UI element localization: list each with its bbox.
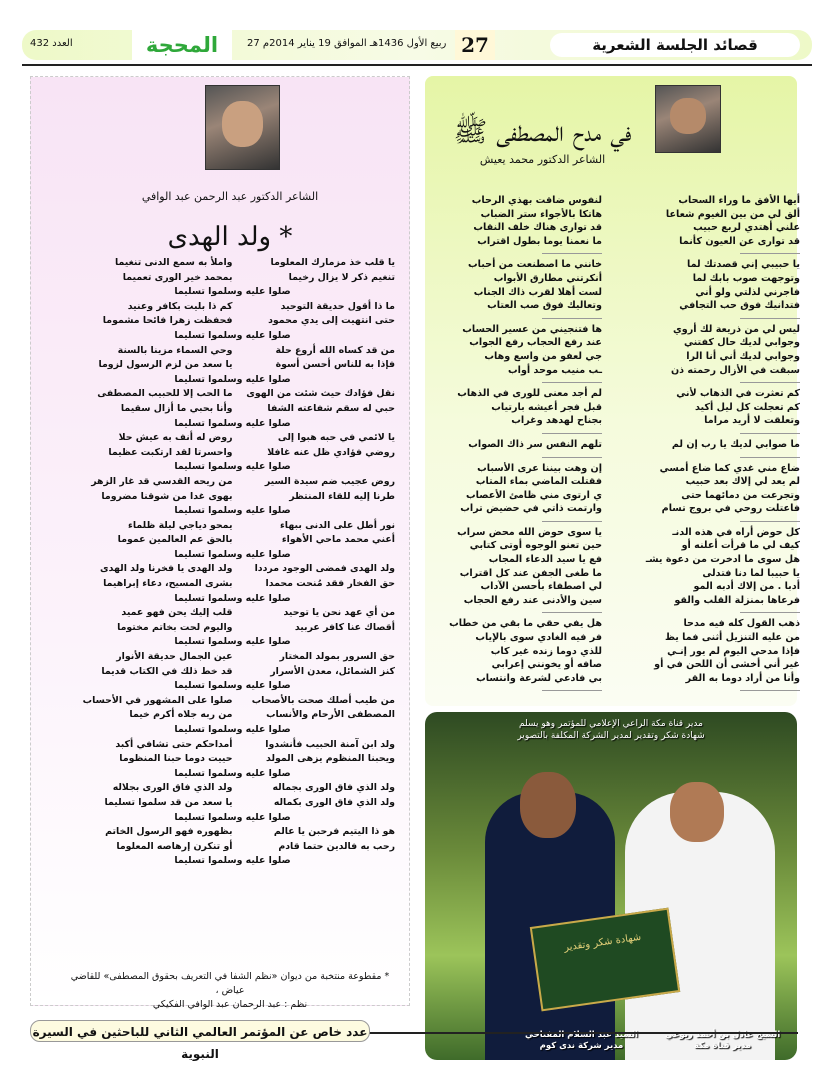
verse-row bbox=[70, 344, 395, 359]
verse-line: ألق لي من بين الغيوم شعاعا bbox=[665, 208, 800, 220]
hemistich-first: ويحبنا المنظوم يزهى المولد bbox=[266, 753, 395, 765]
refrain: صلوا عليه وسلموا تسليما bbox=[174, 767, 291, 779]
hemistich-second: بهوى غدا من شوقنا مضروما bbox=[101, 490, 233, 502]
refrain: صلوا عليه وسلموا تسليما bbox=[174, 461, 291, 473]
hemistich-second: روض له أنف به عيش حلا bbox=[118, 432, 233, 444]
verse-line: وأنا من أراد دوما به القر bbox=[685, 672, 800, 684]
verse-line: حين تعنو الوجوه أوتى كتابي bbox=[469, 540, 602, 552]
hemistich-second: قلب إليك يحن فهو عميد bbox=[121, 607, 233, 619]
hemistich-second: واملأ به سمع الدنى تنغيما bbox=[114, 257, 233, 268]
footnote bbox=[60, 970, 400, 1012]
footnote-line: * مقطوعة منتخبة من ديوان «نظم الشفا في التعريف بحقوق المصطفى» للقاضي عياض ، bbox=[70, 971, 390, 996]
verse-row bbox=[70, 665, 395, 680]
stanza bbox=[620, 438, 800, 452]
hemistich-first: رحب به فالدين حتما قادم bbox=[278, 840, 395, 852]
hemistich-second: يمحو دياجي ليلة ظلماء bbox=[128, 519, 233, 531]
hemistich-first: كنز الشمائل، معدن الأسرار bbox=[270, 665, 395, 677]
hemistich-second: عين الجمال حديقة الأنوار bbox=[116, 651, 233, 663]
refrain: صلوا عليه وسلموا تسليما bbox=[174, 855, 291, 867]
hemistich-first: ما ذا أقول حديقة التوحيد bbox=[280, 300, 395, 312]
stanza bbox=[620, 194, 800, 248]
hemistich-second: بشرى المسيح، دعاء إبراهيما bbox=[103, 578, 233, 590]
hemistich-second: أو تنكرن إرهاصه المعلوما bbox=[116, 840, 233, 852]
footer-divider bbox=[368, 1032, 798, 1034]
hemistich-first: طرنا إليه للقاء المنتظر bbox=[289, 490, 395, 502]
hemistich-first: ولد الهدى فمضى الوجود مرددا bbox=[254, 563, 395, 575]
hemistich-second: فحفظت زهرا فائحا مشموما bbox=[102, 315, 233, 327]
verse-row bbox=[70, 650, 395, 665]
hemistich-second: يا سعد من لزم الرسول لزوما bbox=[98, 359, 233, 371]
hemistich-first: حتى انتهيت إلى يدي محمود bbox=[268, 315, 395, 327]
hemistich-first: أعني محمد ماحي الأهواء bbox=[281, 534, 395, 546]
verse-line: قد توارى هناك خلف النقاب bbox=[473, 222, 602, 234]
verse-line: ليس لي من ذريعة لك أروي bbox=[672, 323, 800, 335]
refrain: صلوا عليه وسلموا تسليما bbox=[174, 724, 291, 735]
verse-line: أيها الأفق ما وراء السحاب bbox=[678, 195, 800, 206]
verse-line: وتعلقت لا أريد مراما bbox=[704, 415, 800, 427]
verse-line: أدبا . من إلاك أدبه المو bbox=[693, 581, 800, 593]
verse-line: لنفوس ضاقت بهذي الرحاب bbox=[471, 195, 602, 206]
verse-line: وتوجهت صوب بابك لما bbox=[692, 272, 800, 284]
hemistich-second: بمحمد خير الورى تعميما bbox=[122, 271, 233, 283]
verse-line: فقتلت الماضي بماء المتاب bbox=[475, 476, 602, 488]
right-poem-title: في مدح المصطفى ﷺ bbox=[453, 115, 632, 148]
verse-line: وارتمت ذاتي في حضيض تراب bbox=[460, 503, 602, 515]
left-poem-title: ولد الهدى * bbox=[167, 222, 293, 252]
hemistich-first: تنغيم ذكر لا يزال رخيما bbox=[288, 271, 395, 283]
stanza bbox=[437, 387, 602, 428]
right-poet-name: الشاعر الدكتور محمد يعيش bbox=[479, 153, 606, 166]
issue-number: العدد 432 bbox=[30, 38, 73, 49]
verse-row bbox=[70, 577, 395, 592]
verse-row bbox=[70, 562, 395, 577]
right-poem-column-2 bbox=[437, 194, 602, 695]
verse-row bbox=[70, 271, 395, 286]
verse-row bbox=[70, 752, 395, 767]
verse-line: للذي دوما زنده غير كاب bbox=[490, 645, 602, 657]
left-poem bbox=[70, 256, 395, 869]
hemistich-first: ولد الذي فاق الورى بكماله bbox=[273, 796, 395, 808]
verse-row bbox=[70, 256, 395, 271]
verse-line: فإذا مدحي اليوم لم يور إنـي bbox=[667, 645, 800, 657]
verse-line: ما نعمنا يوما بطول اقتراب bbox=[477, 235, 602, 247]
verse-line: ي ارتوى مني ظامئ الأعصاب bbox=[466, 489, 602, 501]
verse-line: وتجرعت من دمائهما حتى bbox=[681, 489, 800, 501]
verse-row bbox=[70, 519, 395, 534]
caption-line: السيد عبد السلام المفتاحي bbox=[525, 1030, 638, 1040]
caption-line: شهادة شكر وتقدير لمدير الشركة المكلفة بالتصوير bbox=[517, 731, 705, 741]
hemistich-first: ولد الذي فاق الورى بجماله bbox=[272, 782, 395, 794]
verse-line: يا حبيبي إني قصدتك لما bbox=[687, 259, 800, 271]
hemistich-first: نقل فؤادك حيث شئت من الهوى bbox=[246, 388, 395, 400]
footnote-line: نظم : عبد الرحمان عبد الوافي الفكيكي bbox=[152, 999, 308, 1010]
hemistich-first: يا لائمي في حبه هبوا إلى bbox=[277, 432, 395, 444]
verse-row bbox=[70, 490, 395, 505]
refrain: صلوا عليه وسلموا تسليما bbox=[174, 811, 291, 823]
verse-line: ما طغى الجفن عند كل اقتراب bbox=[459, 567, 602, 579]
verse-line: ذهب القول كله فيه مدحا bbox=[683, 618, 800, 630]
verse-row bbox=[70, 796, 395, 811]
refrain: صلوا عليه وسلموا تسليما bbox=[174, 417, 291, 429]
stanza bbox=[620, 617, 800, 685]
verse-line: من عليه التنزيل أثنى فما يظ bbox=[664, 632, 800, 644]
left-poet-name: الشاعر الدكتور عبد الرحمن عبد الوافي bbox=[141, 190, 319, 203]
ceremony-photo bbox=[425, 712, 797, 1060]
verse-line: كم تعثرت في الذهاب لأني bbox=[676, 388, 800, 400]
verse-line: فاعتلت روحي في بروج تسام bbox=[661, 503, 800, 515]
verse-line: وتعاليك فوق صب العتاب bbox=[487, 300, 602, 312]
certificate-book: شهادة شكر وتقدير bbox=[530, 908, 680, 1012]
hemistich-first: هو ذا اليتيم فرحبن يا عالم bbox=[273, 826, 395, 838]
verse-row bbox=[70, 358, 395, 373]
hemistich-second: قد خط ذلك في الكتاب قديما bbox=[101, 665, 233, 677]
verse-line: لم أجد معنى للورى في الذهاب bbox=[457, 388, 602, 400]
stanza bbox=[620, 387, 800, 428]
page-header bbox=[22, 30, 812, 60]
verse-line: تلهم النفس سر ذاك الصواب bbox=[468, 438, 602, 450]
verse-row bbox=[70, 738, 395, 753]
verse-row bbox=[70, 446, 395, 461]
stanza bbox=[437, 194, 602, 248]
verse-line: ما صوابي لديك يا رب إن لم bbox=[671, 438, 800, 450]
caption-line: مدير شركة ندى كوم bbox=[539, 1041, 624, 1051]
verse-line: كيف لي ما قرأت أعلنه أو bbox=[681, 540, 800, 552]
verse-line: فع يا سيد الدعاء المجاب bbox=[488, 554, 602, 566]
verse-line: قبل فجر أعيشه بارتياب bbox=[491, 401, 602, 413]
hemistich-first: روضي فؤادي ظل عنه غافلا bbox=[267, 446, 395, 458]
verse-row bbox=[70, 825, 395, 840]
refrain: صلوا عليه وسلموا تسليما bbox=[174, 329, 291, 341]
refrain: صلوا عليه وسلموا تسليما bbox=[174, 548, 291, 560]
verse-line: صافه أو يخونني إعرابي bbox=[491, 659, 602, 671]
hemistich-first: نور أطل على الدنى ببهاء bbox=[280, 519, 395, 531]
hemistich-first: حق الفخار فقد مُنحت محمدا bbox=[265, 578, 395, 590]
hemistich-second: واحسرتا لقد ارتكبت عظيما bbox=[108, 446, 233, 458]
issue-date: 27 ربيع الأول 1436هـ الموافق 19 يناير 2014م bbox=[247, 38, 447, 49]
refrain: صلوا عليه وسلموا تسليما bbox=[174, 592, 291, 604]
stanza bbox=[437, 258, 602, 312]
verse-line: ها فتنجيني من عسير الحساب bbox=[462, 323, 602, 335]
hemistich-first: من قد كساه الله أروع حلة bbox=[275, 344, 395, 356]
hemistich-first: فإذا به للناس أحسن أسوة bbox=[275, 359, 395, 371]
verse-line: فتدانيك فوق حب التجافي bbox=[679, 300, 800, 312]
verse-line: هل سوى ما ادخرت من دعوة يشـ bbox=[645, 554, 800, 566]
hemistich-first: من أي عهد نحن يا توحيد bbox=[283, 607, 395, 619]
hemistich-second: يا سعد من قد سلموا تسليما bbox=[104, 796, 233, 808]
hemistich-second: صلوا على المشهور في الأحساب bbox=[82, 694, 233, 706]
stanza bbox=[437, 526, 602, 608]
hemistich-first: المصطفى الأرحام والأنساب bbox=[266, 709, 395, 721]
stanza bbox=[437, 617, 602, 685]
verse-line: هاتكا بالأجواء ستر الضباب bbox=[480, 208, 602, 220]
hemistich-second: بالحق عم العالمين عموما bbox=[117, 534, 233, 546]
caption-line: مدير قناة مكة bbox=[694, 1041, 752, 1051]
hemistich-second: ولد الذي فاق الورى بجلاله bbox=[112, 782, 233, 794]
verse-row bbox=[70, 402, 395, 417]
hemistich-first: حبي له سقم شفاعته الشفا bbox=[267, 402, 395, 414]
page-number: 27 bbox=[455, 30, 495, 60]
verse-row bbox=[70, 781, 395, 796]
verse-row bbox=[70, 621, 395, 636]
hemistich-second: ما الحب إلا للحبيب المصطفى bbox=[97, 388, 233, 400]
photo-caption bbox=[425, 718, 797, 742]
hemistich-first: يا قلب خذ مزمارك المعلوما bbox=[270, 257, 395, 268]
verse-line: هل يفي حقي ما بقي من خطاب bbox=[449, 618, 602, 630]
stanza bbox=[437, 462, 602, 516]
verse-line: كم تعجلت كل ليل أكيد bbox=[694, 401, 800, 413]
verse-line: سين والأدنى عند رفع الحجاب bbox=[463, 594, 602, 606]
poet-photo-left bbox=[205, 85, 280, 170]
verse-row bbox=[70, 314, 395, 329]
newspaper-logo: المحجة bbox=[132, 30, 232, 60]
header-divider bbox=[22, 64, 812, 66]
refrain: صلوا عليه وسلموا تسليما bbox=[174, 373, 291, 385]
verse-line: قد توارى عن العيون كأنما bbox=[679, 235, 800, 247]
stanza bbox=[620, 323, 800, 377]
verse-row bbox=[70, 533, 395, 548]
verse-line: بجناح لهدهد وغراب bbox=[511, 415, 602, 427]
refrain: صلوا عليه وسلموا تسليما bbox=[174, 636, 291, 648]
verse-row bbox=[70, 300, 395, 315]
hemistich-second: واليوم لحت بخاتم مختوما bbox=[117, 621, 233, 633]
hemistich-second: وأنا بحبي ما أزال سقيما bbox=[120, 402, 233, 414]
verse-line: جي لعفو من واسع وهاب bbox=[484, 350, 602, 362]
verse-line: إن وهت بيننا عرى الأسباب bbox=[477, 462, 602, 474]
verse-row bbox=[70, 694, 395, 709]
caption-line: مدير قناة مكة الراعي الإعلامي للمؤتمر وهو يسلم bbox=[519, 719, 703, 729]
verse-line: وجوابي لديك أني أنا الرا bbox=[686, 350, 800, 362]
hemistich-second: أمداحكم حتى تشافي أكبد bbox=[115, 738, 233, 750]
hemistich-second: كم ذا بليت بكافر وعنيد bbox=[127, 300, 233, 312]
verse-line: يا حبيبا لما دنا فتدلى bbox=[702, 567, 800, 579]
hemistich-first: أقصاك عنا كافر عربيد bbox=[294, 621, 395, 633]
hemistich-first: روض عجيب ضم سيدة السير bbox=[264, 475, 395, 487]
verse-row bbox=[70, 606, 395, 621]
verse-row bbox=[70, 475, 395, 490]
hemistich-second: بظهوره فهو الرسول الخاتم bbox=[105, 826, 233, 838]
stanza bbox=[620, 258, 800, 312]
hemistich-first: حق السرور بمولد المختار bbox=[279, 651, 395, 663]
verse-line: فر فيه الغادي سوى بالإياب bbox=[475, 632, 602, 644]
stanza bbox=[620, 462, 800, 516]
hemistich-second: من ريحه القدسي قد غار الزهر bbox=[91, 475, 233, 487]
verse-line: خانني ما اصطنعت من أحباب bbox=[468, 259, 602, 271]
verse-line: ضاع مني غدي كما ضاع أمسي bbox=[659, 462, 800, 474]
refrain: صلوا عليه وسلموا تسليما bbox=[174, 505, 291, 517]
refrain: صلوا عليه وسلموا تسليما bbox=[174, 286, 291, 298]
verse-line: فاجرني لذلتي ولو أني bbox=[695, 286, 800, 298]
hemistich-first: ولد ابن آمنة الحبيب فأنشدوا bbox=[265, 738, 395, 750]
verse-line: لم يعد لي إلاك بعد حبيب bbox=[685, 476, 800, 488]
verse-line: كل حوض أراه في هذه الدنـ bbox=[672, 526, 800, 538]
caption-line: الشيخ عادل بن أحمد ريوعي bbox=[665, 1030, 781, 1040]
verse-line: بي فادعي لشرعة وانتساب bbox=[476, 672, 602, 684]
hemistich-first: من طيب أصلك صحت بالأصحاب bbox=[251, 694, 395, 706]
verse-line: لي اصطفاء بأحسن الآداب bbox=[480, 581, 602, 593]
footer-banner: عدد خاص عن المؤتمر العالمي الثاني للباحثين في السيرة النبوية bbox=[30, 1020, 370, 1042]
verse-row bbox=[70, 387, 395, 402]
stanza bbox=[620, 526, 800, 608]
verse-row bbox=[70, 840, 395, 855]
poet-photo-right bbox=[655, 85, 721, 153]
stanza bbox=[437, 323, 602, 377]
right-poem-column-1 bbox=[620, 194, 800, 695]
verse-line: وجوابي لديك حال كفتني bbox=[683, 337, 800, 349]
hemistich-second: حييت دوما حبنا المنظوما bbox=[119, 753, 233, 765]
verse-row bbox=[70, 708, 395, 723]
verse-row bbox=[70, 431, 395, 446]
hemistich-second: من ربه جلاه أكرم خيما bbox=[129, 709, 233, 721]
verse-line: عند رفع الحجاب رفع الجواب bbox=[469, 337, 602, 349]
verse-line: غير أني أخشى أن اللحن في أو bbox=[654, 659, 800, 671]
verse-line: علني أهتدي لربع حبيب bbox=[693, 222, 800, 234]
verse-line: فرعاها بمنزلة القلب والقو bbox=[674, 594, 800, 606]
refrain: صلوا عليه وسلموا تسليما bbox=[174, 680, 291, 692]
hemistich-second: وحي السماء مزينا بالسنة bbox=[117, 344, 233, 356]
hemistich-second: ولد الهدى يا فخرنا ولد الهدى bbox=[99, 563, 233, 575]
section-title: قصائد الجلسة الشعرية bbox=[550, 33, 800, 57]
verse-line: سبقت في الأزال رحمته ذن bbox=[670, 364, 800, 376]
verse-line: أنكرتني مطارق الأبواب bbox=[493, 272, 602, 284]
verse-line: يا سوى حوض الله محض سراب bbox=[457, 526, 602, 538]
verse-line: ـب منيب موحد أواب bbox=[508, 364, 602, 376]
verse-line: لست أهلا لقرب ذاك الجناب bbox=[473, 286, 602, 298]
stanza bbox=[437, 438, 602, 452]
